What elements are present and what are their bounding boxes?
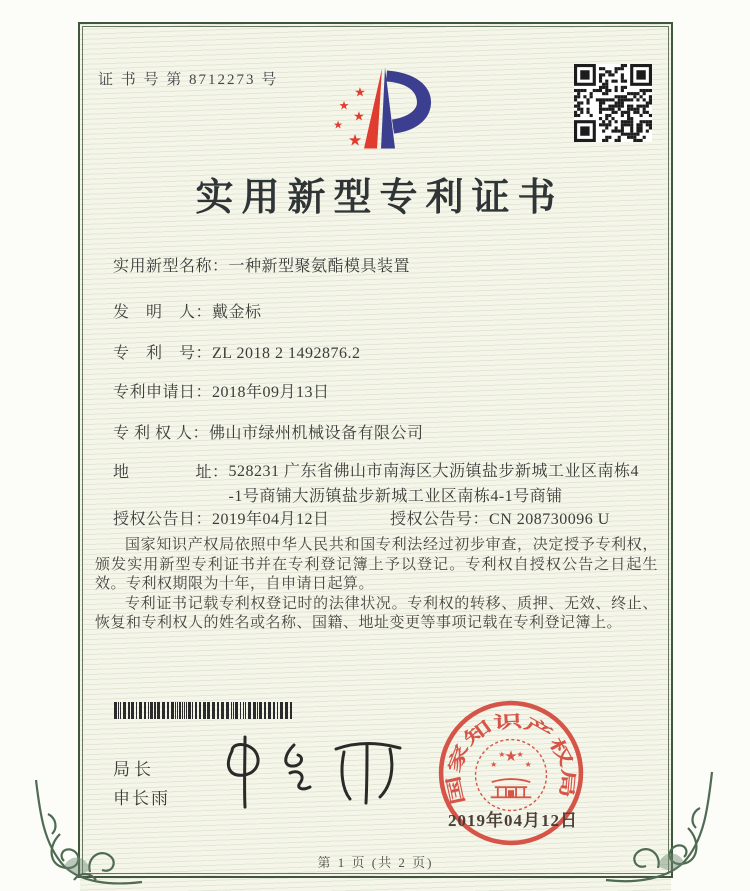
director-name: 申长雨 <box>113 789 170 808</box>
seal-date-stamp: 2019年04月12日 <box>448 811 578 830</box>
address-line-1: 528231 广东省佛山市南海区大沥镇盐步新城工业区南栋4 <box>228 463 640 480</box>
field-value: CN 208730096 U <box>489 511 610 528</box>
svg-text:★: ★ <box>354 84 366 100</box>
legal-paragraph-1: 国家知识产权局依照中华人民共和国专利法经过初步审查，决定授予专利权，颁发实用新型专利证书并在专利登记簿上予以登记。专利权自授权公告之日起生效。专利权期限为十年，自申请日起算。 <box>95 537 658 592</box>
field-grant-date <box>113 511 330 528</box>
certificate-title: 实用新型专利证书 <box>195 177 564 219</box>
field-label: 专 利 权 人： <box>113 425 210 442</box>
legal-text-block <box>95 536 658 634</box>
seal-text: 国家知识产权局 <box>444 712 578 807</box>
field-value: ZL 2018 2 1492876.2 <box>212 345 361 362</box>
field-label: 实用新型名称： <box>113 258 229 275</box>
field-value: 一种新型聚氨酯模具装置 <box>228 258 411 275</box>
legal-paragraph-2: 专利证书记载专利权登记时的法律状况。专利权的转移、质押、无效、终止、恢复和专利权人的姓名或名称、国籍、地址变更等事项记载在专利登记簿上。 <box>95 595 658 631</box>
field-label: 地 址： <box>113 464 229 481</box>
svg-text:★: ★ <box>347 132 363 150</box>
field-address <box>113 459 669 509</box>
address-line-2: -1号商铺大沥镇盐步新城工业区南栋4-1号商铺 <box>228 488 563 505</box>
field-value: 2019年04月12日 <box>212 511 330 528</box>
field-grant-row <box>113 506 673 529</box>
director-title: 局长 <box>113 760 155 779</box>
svg-text:★: ★ <box>498 749 506 759</box>
field-label: 专 利 号： <box>113 345 213 362</box>
svg-text:★: ★ <box>333 119 343 132</box>
field-value <box>229 459 669 509</box>
field-filing-date <box>113 379 330 402</box>
qr-code <box>574 64 652 142</box>
field-label: 授权公告日： <box>113 511 213 528</box>
field-label: 授权公告号： <box>390 511 490 528</box>
field-patent-number <box>113 340 360 363</box>
svg-text:★: ★ <box>490 759 498 769</box>
field-utility-model-name <box>113 253 410 276</box>
page-footer: 第 1 页 (共 2 页) <box>317 855 434 870</box>
svg-text:★: ★ <box>524 759 532 769</box>
certificate-number: 证 书 号 第 8712273 号 <box>98 72 279 88</box>
field-value: 佛山市绿州机械设备有限公司 <box>209 425 424 442</box>
cnipa-patent-logo-icon <box>318 56 448 162</box>
svg-text:★: ★ <box>504 747 518 765</box>
field-grant-number <box>390 506 610 529</box>
field-value: 2018年09月13日 <box>212 384 330 401</box>
field-label: 专利申请日： <box>113 384 213 401</box>
svg-text:★: ★ <box>353 108 365 124</box>
field-inventor <box>113 299 262 322</box>
barcode <box>114 702 294 719</box>
svg-text:★: ★ <box>516 749 524 759</box>
field-value: 戴金标 <box>212 304 262 321</box>
handwritten-signature <box>218 733 413 811</box>
svg-text:★: ★ <box>338 98 350 113</box>
field-label: 发 明 人： <box>113 304 213 321</box>
national-emblem-icon <box>476 740 547 811</box>
field-patentee <box>113 420 424 443</box>
